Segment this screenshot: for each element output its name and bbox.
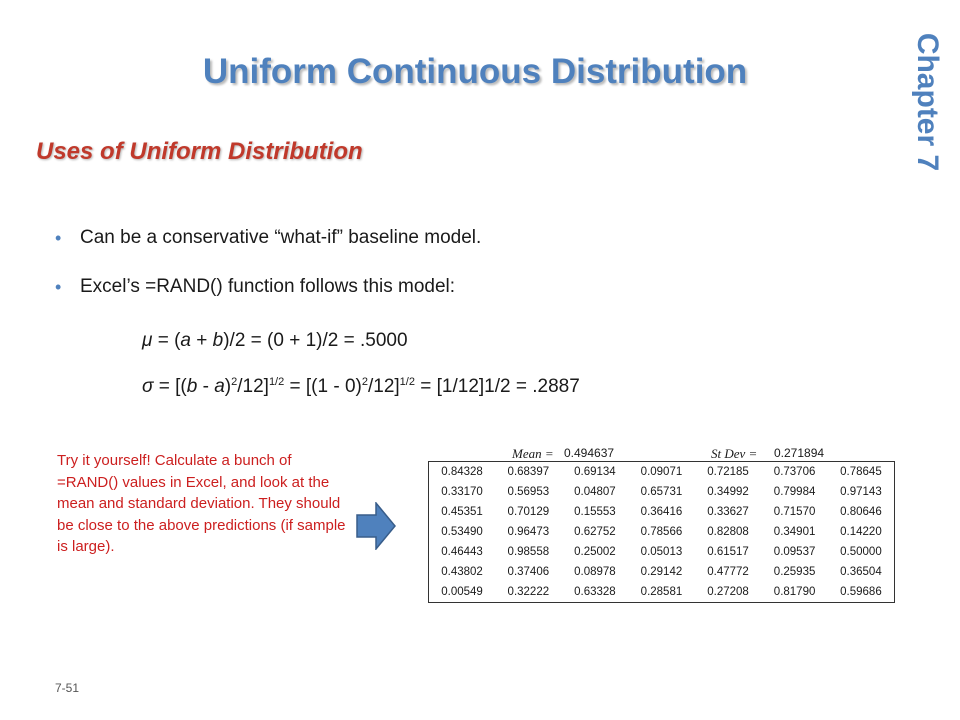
table-cell: 0.80646 [840,506,882,518]
table-cell: 0.08978 [574,566,616,578]
stdev-label: St Dev = [711,446,758,461]
table-cell: 0.05013 [640,546,683,558]
table-cell: 0.34901 [773,526,816,538]
table-cell: 0.14220 [840,526,882,538]
table-cell: 0.61517 [707,546,749,558]
table-cell: 0.27208 [707,586,749,598]
table-cell: 0.69134 [574,466,616,478]
table-row [429,582,895,603]
chapter-label-text: Chapter 7 [911,32,944,172]
table-cell: 0.68397 [507,466,550,478]
rand-values-table [428,461,895,603]
table-row [429,522,895,542]
table-cell: 0.70129 [507,506,550,518]
table-cell: 0.32222 [507,586,550,598]
table-cell: 0.63328 [574,586,616,598]
bullet-item: • Excel’s =RAND() function follows this model: [55,275,481,324]
table-cell: 0.36416 [640,506,683,518]
try-it-note: Try it yourself! Calculate a bunch of =RAND() values in Excel, and look at the mean and standard deviation. They should be close to the above predictions (if sample is large). [57,452,346,555]
table-cell: 0.00549 [441,586,483,598]
table-cell: 0.09537 [773,546,816,558]
table-cell: 0.72185 [707,466,749,478]
table-cell: 0.59686 [840,586,882,598]
stdev-formula: σ = [(b - a)$^2$/12]$^{1/2}$ = [(1 - 0)$^2$/12]$^{1/2}$ = [1/12]1/2 = .2887 [142,376,580,397]
bullet-item: • Can be a conservative “what-if” baseline model. [55,226,481,275]
table-cell: 0.97143 [840,486,882,498]
table-cell: 0.84328 [441,466,483,478]
table-row [429,542,895,562]
table-cell: 0.04807 [574,486,616,498]
table-row [429,502,895,522]
table-cell: 0.82808 [707,526,749,538]
table-cell: 0.37406 [507,566,550,578]
mean-formula: μ = (a + b)/2 = (0 + 1)/2 = .5000 [142,330,408,351]
table-cell: 0.56953 [507,486,550,498]
table-row [429,462,895,483]
table-cell: 0.29142 [640,566,683,578]
table-cell: 0.43802 [441,566,483,578]
table-cell: 0.78645 [840,466,882,478]
table-cell: 0.71570 [773,506,816,518]
table-cell: 0.25002 [574,546,616,558]
table-cell: 0.79984 [773,486,816,498]
slide-number: 7-51 [55,681,80,695]
table-cell: 0.73706 [773,466,816,478]
table-cell: 0.50000 [840,546,882,558]
table-row [429,562,895,582]
chapter-label [897,12,957,192]
table-cell: 0.36504 [840,566,882,578]
table-cell: 0.96473 [507,526,550,538]
table-cell: 0.81790 [773,586,816,598]
table-cell: 0.34992 [707,486,749,498]
table-cell: 0.33170 [441,486,483,498]
slide-title: Uniform Continuous Distribution [202,52,748,91]
table-cell: 0.62752 [574,526,616,538]
table-row [429,482,895,502]
table-cell: 0.78566 [640,526,683,538]
table-cell: 0.65731 [640,486,683,498]
stdev-value: 0.271894 [774,446,825,460]
table-cell: 0.98558 [507,546,550,558]
right-arrow-icon [356,502,396,550]
section-subtitle: Uses of Uniform Distribution [36,138,363,165]
table-cell: 0.33627 [707,506,749,518]
bullet-list [55,226,481,324]
table-cell: 0.45351 [441,506,483,518]
stats-row [430,446,896,462]
table-cell: 0.25935 [773,566,816,578]
table-cell: 0.09071 [640,466,683,478]
table-cell: 0.53490 [441,526,483,538]
table-cell: 0.28581 [640,586,683,598]
mean-label: Mean = [512,446,554,461]
table-cell: 0.15553 [574,506,616,518]
mean-value: 0.494637 [564,446,615,460]
table-cell: 0.47772 [707,566,749,578]
table-cell: 0.46443 [441,546,483,558]
